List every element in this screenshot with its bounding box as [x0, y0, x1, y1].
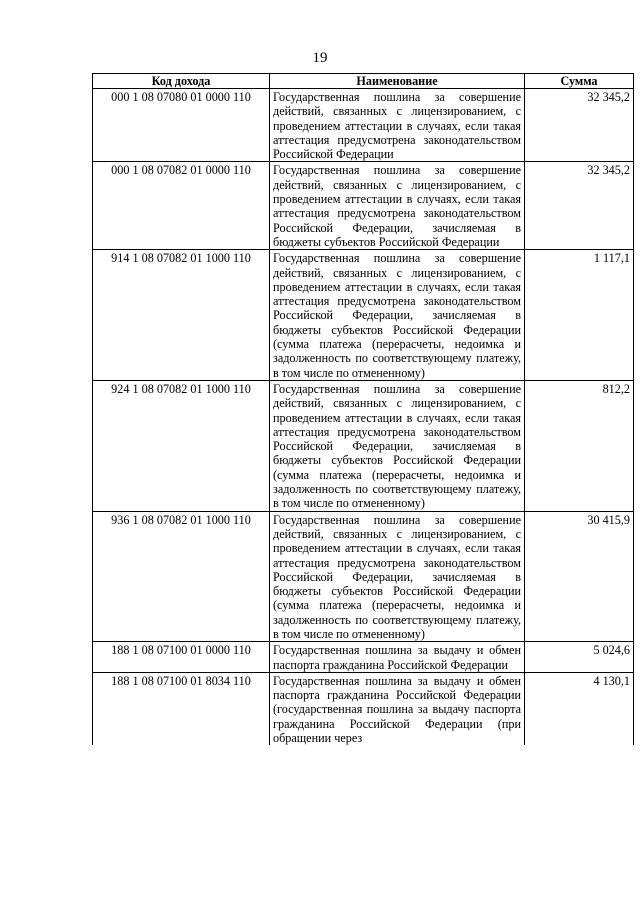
revenue-code: 936 1 08 07082 01 1000 110: [93, 511, 270, 642]
revenue-amount: 5 024,6: [525, 642, 634, 673]
table-body: [93, 89, 634, 746]
header-name: Наименование: [270, 74, 525, 89]
header-code: Код дохода: [93, 74, 270, 89]
revenue-name: Государственная пошлина за совершение действий, связанных с лицензированием, с проведением аттестации в случаях, если такая аттестация предусмотрена законодательством Российской Федерации, зачисляемая в бюджеты субъектов Российской Федерации (сумма платежа (перерасчеты, недоимка и задолженность по соответствующему платежу, в том числе по отмененному): [270, 250, 525, 381]
revenue-amount: 32 345,2: [525, 162, 634, 250]
revenue-code: 000 1 08 07082 01 0000 110: [93, 162, 270, 250]
header-amount: Сумма: [525, 74, 634, 89]
revenue-code: 000 1 08 07080 01 0000 110: [93, 89, 270, 162]
revenue-amount: 4 130,1: [525, 672, 634, 745]
revenue-amount: 1 117,1: [525, 250, 634, 381]
revenue-code: 188 1 08 07100 01 8034 110: [93, 672, 270, 745]
table-row: [93, 642, 634, 673]
revenue-code: 188 1 08 07100 01 0000 110: [93, 642, 270, 673]
revenue-amount: 812,2: [525, 380, 634, 511]
table-row: [93, 250, 634, 381]
table-row: [93, 89, 634, 162]
revenue-code: 924 1 08 07082 01 1000 110: [93, 380, 270, 511]
table-header-row: [93, 74, 634, 89]
revenue-amount: 30 415,9: [525, 511, 634, 642]
revenue-name: Государственная пошлина за выдачу и обмен паспорта гражданина Российской Федерации: [270, 642, 525, 673]
revenue-amount: 32 345,2: [525, 89, 634, 162]
table-row: [93, 672, 634, 745]
table-row: [93, 162, 634, 250]
table-row: [93, 380, 634, 511]
page-number: 19: [312, 50, 328, 66]
revenue-table: [92, 73, 634, 745]
revenue-name: Государственная пошлина за совершение действий, связанных с лицензированием, с проведением аттестации в случаях, если такая аттестация предусмотрена законодательством Российской Федерации, зачисляемая в бюджеты субъектов Российской Федерации (сумма платежа (перерасчеты, недоимка и задолженность по соответствующему платежу, в том числе по отмененному): [270, 380, 525, 511]
revenue-name: Государственная пошлина за совершение действий, связанных с лицензированием, с проведением аттестации в случаях, если такая аттестация предусмотрена законодательством Российской Федерации, зачисляемая в бюджеты субъектов Российской Федерации: [270, 162, 525, 250]
revenue-table-container: [92, 73, 633, 745]
revenue-name: Государственная пошлина за совершение действий, связанных с лицензированием, с проведением аттестации в случаях, если такая аттестация предусмотрена законодательством Российской Федерации: [270, 89, 525, 162]
table-row: [93, 511, 634, 642]
revenue-name: Государственная пошлина за выдачу и обмен паспорта гражданина Российской Федерации (государственная пошлина за выдачу паспорта гражданина Российской Федерации (при обращении через: [270, 672, 525, 745]
revenue-code: 914 1 08 07082 01 1000 110: [93, 250, 270, 381]
revenue-name: Государственная пошлина за совершение действий, связанных с лицензированием, с проведением аттестации в случаях, если такая аттестация предусмотрена законодательством Российской Федерации, зачисляемая в бюджеты субъектов Российской Федерации (сумма платежа (перерасчеты, недоимка и задолженность по соответствующему платежу, в том числе по отмененному): [270, 511, 525, 642]
